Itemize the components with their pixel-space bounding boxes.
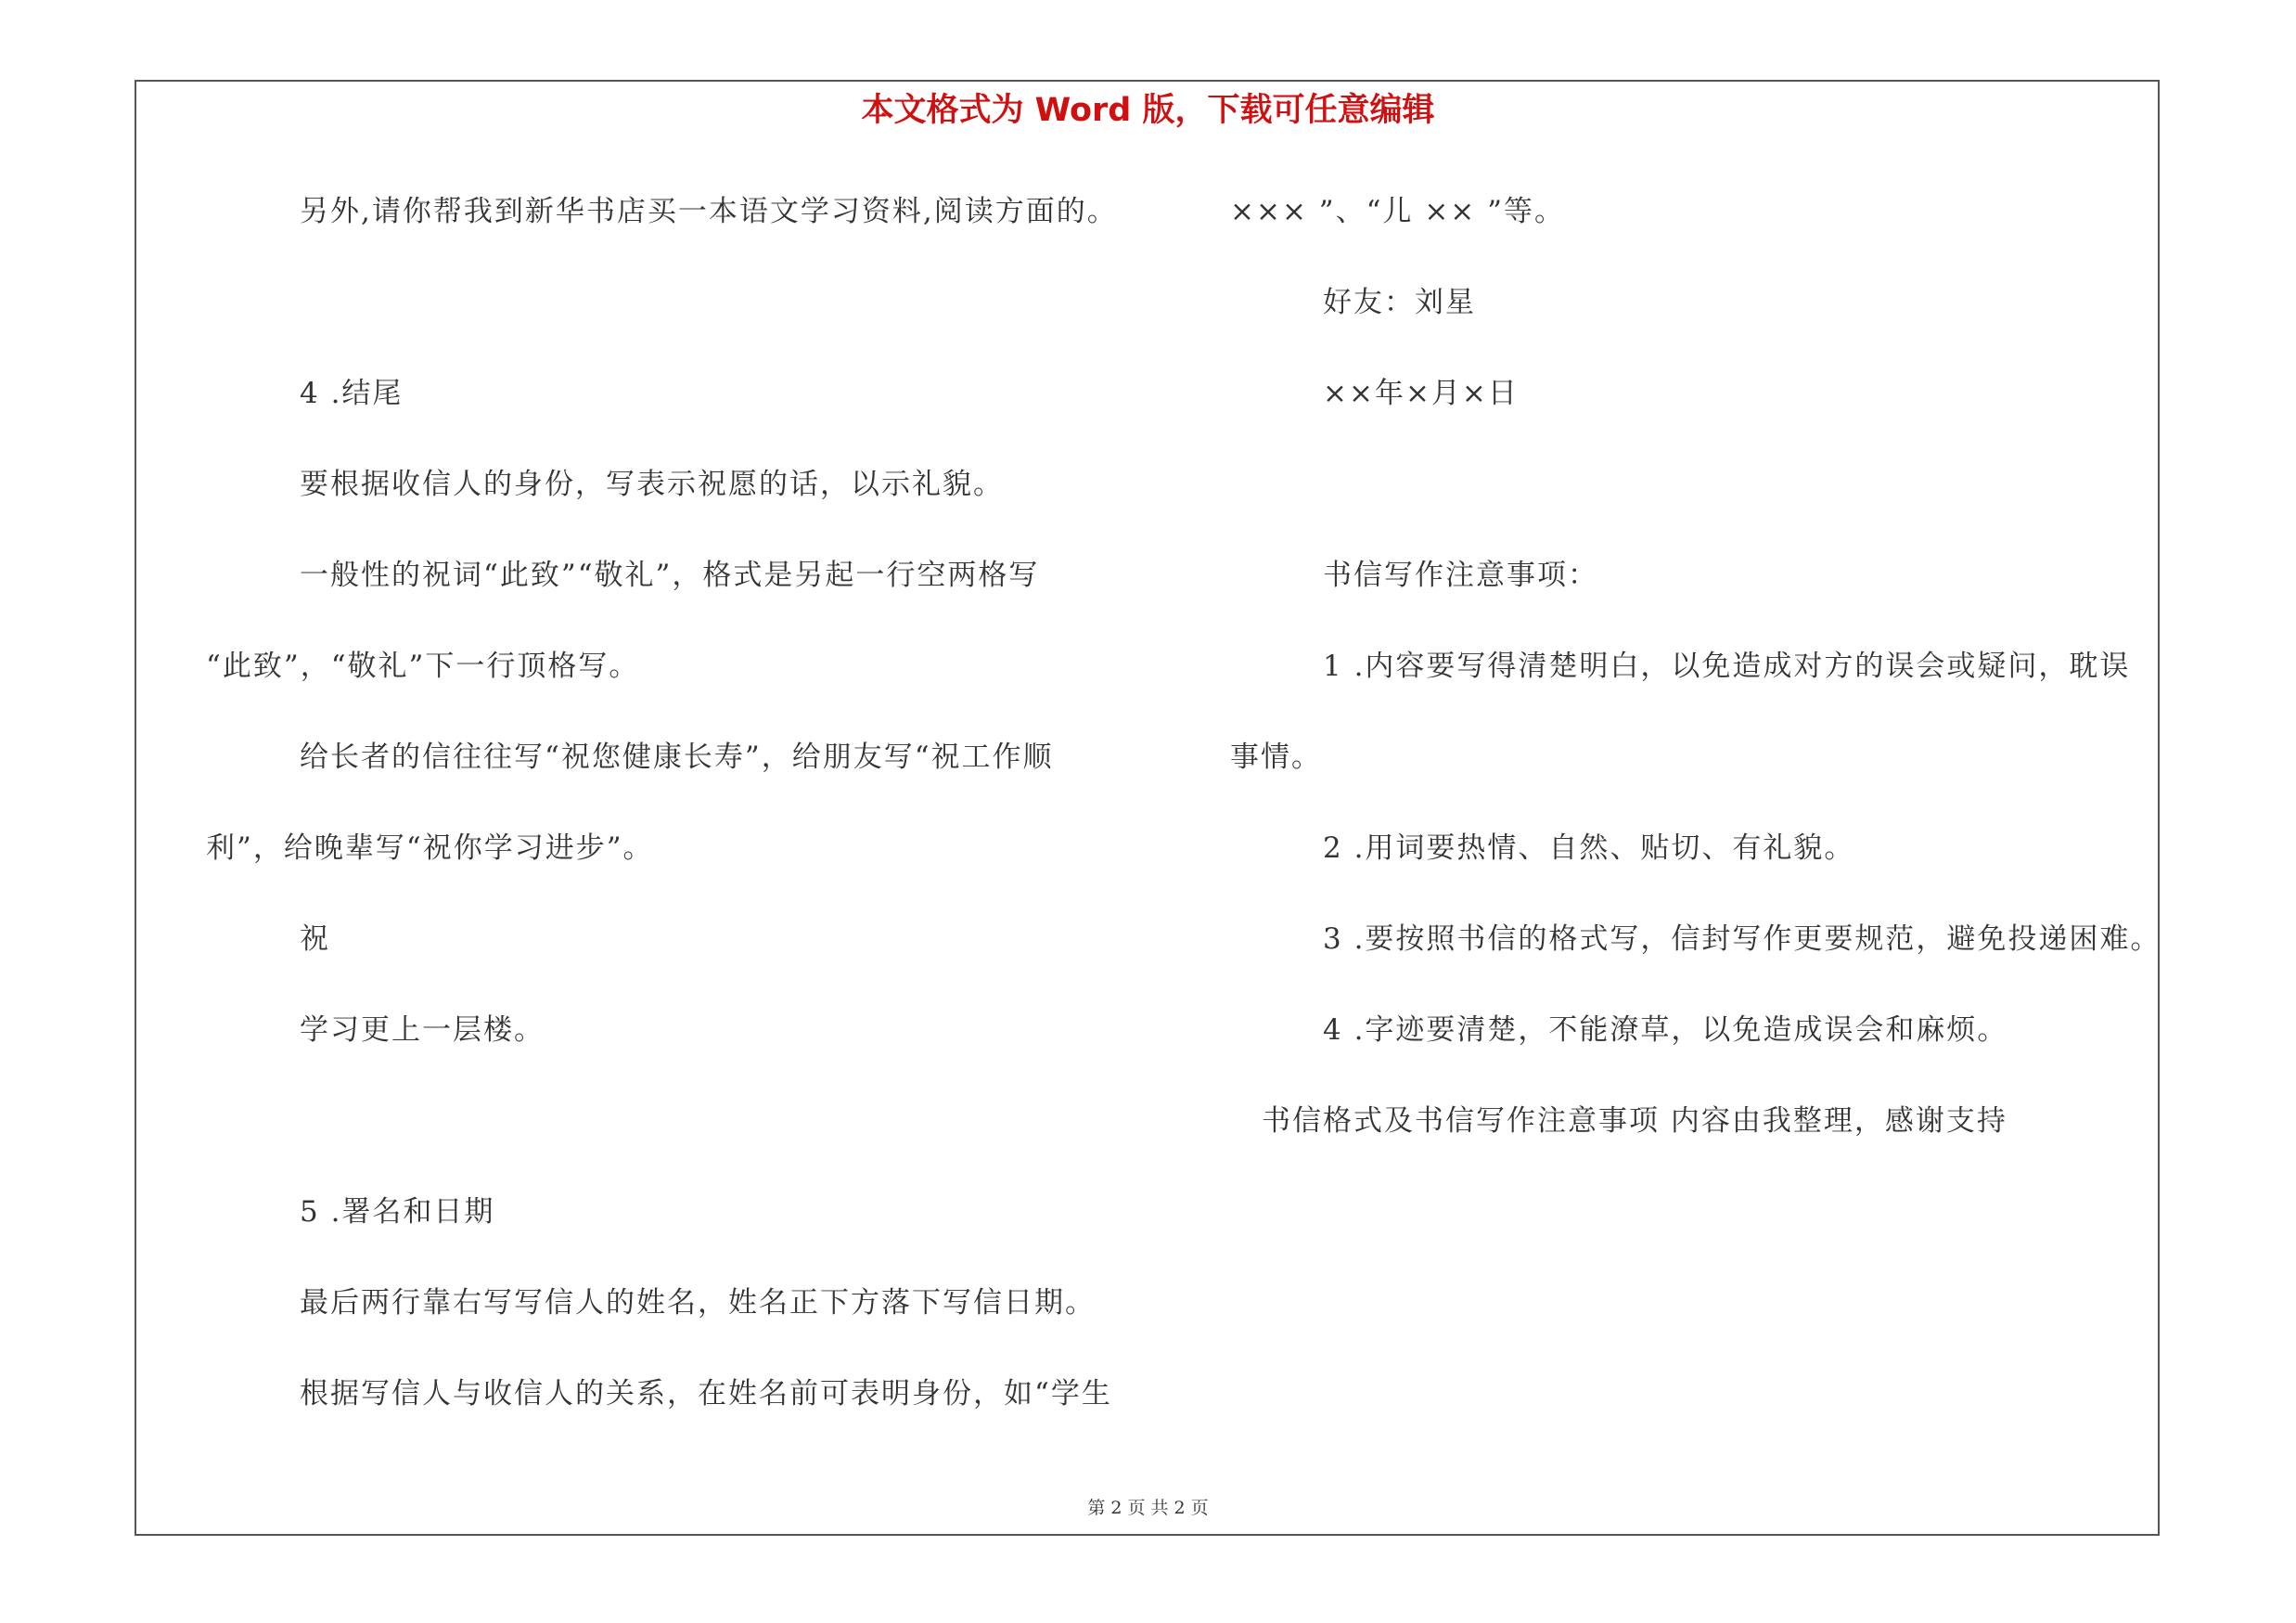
right-paragraph-1: ××× ”、“儿 ×× ”等。: [1230, 195, 1565, 228]
right-date: ××年×月×日: [1323, 377, 1519, 410]
right-item-2: 2 .用词要热情、自然、贴切、有礼貌。: [1323, 831, 1855, 865]
right-closing-note: 书信格式及书信写作注意事项 内容由我整理，感谢支持: [1262, 1104, 2007, 1138]
left-paragraph-1: 另外,请你帮我到新华书店买一本语文学习资料,阅读方面的。: [300, 195, 1118, 228]
left-paragraph-3-line-2: “此致”，“敬礼”下一行顶格写。: [206, 650, 640, 683]
left-heading-closing: 4 .结尾: [300, 377, 404, 410]
right-item-1-line-2: 事情。: [1230, 741, 1322, 774]
right-heading-notes: 书信写作注意事项：: [1323, 559, 1598, 592]
page-footer: 第 2 页 共 2 页: [1087, 1498, 1209, 1518]
header-banner: 本文格式为 Word 版，下载可任意编辑: [861, 92, 1435, 129]
right-signature: 好友：刘星: [1323, 286, 1476, 319]
right-item-3: 3 .要按照书信的格式写，信封写作更要规范，避免投递困难。: [1323, 922, 2161, 956]
right-item-4: 4 .字迹要清楚，不能潦草，以免造成误会和麻烦。: [1323, 1013, 2008, 1047]
left-paragraph-8: 根据写信人与收信人的关系，在姓名前可表明身份，如“学生: [300, 1377, 1112, 1410]
left-paragraph-2: 要根据收信人的身份，写表示祝愿的话，以示礼貌。: [300, 468, 1004, 501]
left-paragraph-4-line-2: 利”，给晚辈写“祝你学习进步”。: [206, 831, 654, 865]
left-paragraph-6: 学习更上一层楼。: [300, 1013, 545, 1047]
left-paragraph-3-line-1: 一般性的祝词“此致”“敬礼”，格式是另起一行空两格写: [300, 559, 1040, 592]
left-paragraph-4-line-1: 给长者的信往往写“祝您健康长寿”，给朋友写“祝工作顺: [300, 741, 1054, 774]
left-heading-signature: 5 .署名和日期: [300, 1195, 495, 1229]
left-paragraph-7: 最后两行靠右写写信人的姓名，姓名正下方落下写信日期。: [300, 1286, 1096, 1320]
right-item-1-line-1: 1 .内容要写得清楚明白，以免造成对方的误会或疑问，耽误: [1323, 650, 2131, 683]
left-paragraph-5: 祝: [300, 922, 330, 956]
